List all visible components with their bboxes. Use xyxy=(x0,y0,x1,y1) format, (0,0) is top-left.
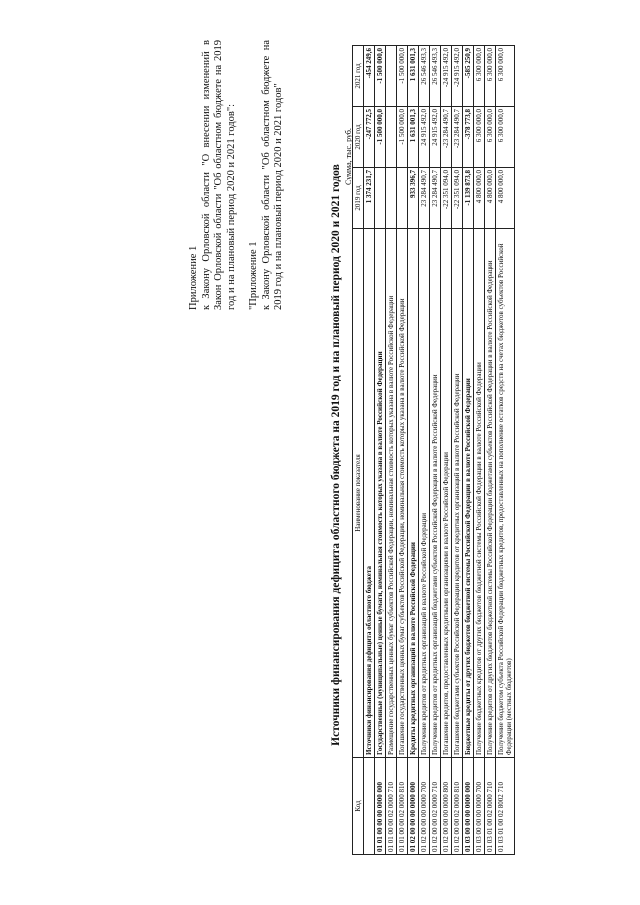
row-value-2020: 6 300 000,0 xyxy=(485,107,496,168)
row-value-2019: -1 139 873,8 xyxy=(463,168,474,229)
row-value-2019 xyxy=(386,168,397,229)
financing-table xyxy=(352,45,515,855)
row-value-2020: 6 300 000,0 xyxy=(496,107,515,168)
table-row xyxy=(364,46,375,855)
table-body xyxy=(364,46,515,855)
row-value-2020: 6 300 000,0 xyxy=(474,107,485,168)
row-value-2020 xyxy=(386,107,397,168)
row-value-2021: 26 546 493,3 xyxy=(430,46,441,107)
table-row xyxy=(441,46,452,855)
table-row xyxy=(485,46,496,855)
row-value-2020: -23 284 490,7 xyxy=(452,107,463,168)
appendix-law-reference: к Закону Орловской области "О внесении изменений в Закон Орловской области "Об областном бюджете на 2019 год и на плановый период 2020 и 2021 годов": xyxy=(200,40,237,310)
row-value-2019: 23 284 490,7 xyxy=(430,168,441,229)
row-code: 01 02 00 00 00 0000 000 xyxy=(408,758,419,855)
column-header-2021: 2021 год xyxy=(353,46,364,107)
row-value-2020: 24 915 492,0 xyxy=(430,107,441,168)
row-value-2021 xyxy=(386,46,397,107)
row-name: Получение бюджетных кредитов от других бюджетов бюджетной системы Российской Федерации в валюте Российской Федерации xyxy=(474,229,485,758)
table-row xyxy=(496,46,515,855)
table-row xyxy=(408,46,419,855)
row-value-2019: 1 374 231,7 xyxy=(364,168,375,229)
row-value-2021: -1 500 000,0 xyxy=(375,46,386,107)
table-row xyxy=(430,46,441,855)
row-value-2020: -247 772,5 xyxy=(364,107,375,168)
row-code xyxy=(364,758,375,855)
row-value-2019: -22 351 094,0 xyxy=(452,168,463,229)
row-value-2020: -378 773,8 xyxy=(463,107,474,168)
row-code: 01 03 01 00 02 8002 710 xyxy=(496,758,515,855)
rotated-content xyxy=(180,35,600,875)
row-name: Получение кредитов от кредитных организаций в валюте Российской Федерации xyxy=(419,229,430,758)
row-value-2019: 4 800 000,0 xyxy=(496,168,515,229)
table-row xyxy=(375,46,386,855)
appendix-law-reference-quoted: к Закону Орловской области "Об областном бюджете на 2019 год и на плановый период 2020 и 2021 годов" xyxy=(260,40,284,310)
row-value-2021: -454 249,6 xyxy=(364,46,375,107)
row-code: 01 01 00 00 02 0000 810 xyxy=(397,758,408,855)
column-header-code: Код xyxy=(353,758,364,855)
table-row xyxy=(463,46,474,855)
row-value-2021: 1 631 001,3 xyxy=(408,46,419,107)
row-code: 01 03 00 00 00 0000 700 xyxy=(474,758,485,855)
row-value-2021: 26 546 493,3 xyxy=(419,46,430,107)
row-value-2019: -22 351 094,0 xyxy=(441,168,452,229)
row-value-2020: -1 500 000,0 xyxy=(375,107,386,168)
row-code: 01 01 00 00 02 0000 710 xyxy=(386,758,397,855)
row-code: 01 03 01 00 02 0000 710 xyxy=(485,758,496,855)
row-value-2019: 23 284 490,7 xyxy=(419,168,430,229)
column-header-2019: 2019 год xyxy=(353,168,364,229)
row-value-2021: -24 915 492,0 xyxy=(452,46,463,107)
table-row xyxy=(386,46,397,855)
row-value-2020: 1 631 001,3 xyxy=(408,107,419,168)
row-value-2019: 4 800 000,0 xyxy=(485,168,496,229)
table-row xyxy=(419,46,430,855)
row-value-2021: -1 500 000,0 xyxy=(397,46,408,107)
document-title: Источники финансирования дефицита областного бюджета на 2019 год и на плановый период 2020 и 2021 годов xyxy=(330,164,342,746)
row-name: Бюджетные кредиты от других бюджетов бюджетной системы Российской Федерации в валюте Российской Федерации xyxy=(463,229,474,758)
row-name: Получение кредитов от других бюджетов бюджетной системы Российской Федерации бюджетами субъектов Российской Федерации в валюте Российской Федерации xyxy=(485,229,496,758)
row-name: Получение кредитов от кредитных организаций бюджетами субъектов Российской Федерации в валюте Российской Федерации xyxy=(430,229,441,758)
row-code: 01 01 00 00 00 0000 000 xyxy=(375,758,386,855)
row-value-2019 xyxy=(375,168,386,229)
row-value-2020: -23 284 490,7 xyxy=(441,107,452,168)
row-code: 01 02 00 00 02 0000 710 xyxy=(430,758,441,855)
row-name: Получение бюджетом субъекта Российской Федерации бюджетных кредитов, предоставленных на пополнение остатков средств на счетах бюджетов субъектов Российской Федерации (местных бюджетов) xyxy=(496,229,515,758)
row-code: 01 02 00 00 00 0000 800 xyxy=(441,758,452,855)
table-row xyxy=(452,46,463,855)
row-code: 01 03 00 00 00 0000 000 xyxy=(463,758,474,855)
row-code: 01 02 00 00 02 0000 810 xyxy=(452,758,463,855)
row-name: Размещение государственных ценных бумаг субъектов Российской Федерации, номинальная стоимость которых указана в валюте Российской Федерации xyxy=(386,229,397,758)
appendix-header xyxy=(188,40,286,310)
row-name: Погашение государственных ценных бумаг субъектов Российской Федерации, номинальная стоимость которых указана в валюте Российской Федерации xyxy=(397,229,408,758)
appendix-label-quoted: "Приложение 1 xyxy=(248,241,259,310)
row-value-2019: 933 396,7 xyxy=(408,168,419,229)
unit-label: Сумма, тыс. руб. xyxy=(344,128,353,185)
row-value-2021: 6 300 000,0 xyxy=(496,46,515,107)
row-name: Погашение кредитов, предоставленных кредитными организациями в валюте Российской Федерации xyxy=(441,229,452,758)
row-value-2020: 24 915 492,0 xyxy=(419,107,430,168)
row-value-2020: -1 500 000,0 xyxy=(397,107,408,168)
row-code: 01 02 00 00 00 0000 700 xyxy=(419,758,430,855)
row-name: Государственные (муниципальные) ценные бумаги, номинальная стоимость которых указана в валюте Российской Федерации xyxy=(375,229,386,758)
row-value-2021: -585 250,9 xyxy=(463,46,474,107)
row-name: Погашение бюджетами субъектов Российской Федерации кредитов от кредитных организаций в валюте Российской Федерации xyxy=(452,229,463,758)
appendix-label: Приложение 1 xyxy=(188,245,199,310)
row-value-2019 xyxy=(397,168,408,229)
row-name: Источники финансирования дефицита областного бюджета xyxy=(364,229,375,758)
row-value-2021: -24 915 492,0 xyxy=(441,46,452,107)
column-header-2020: 2020 год xyxy=(353,107,364,168)
row-name: Кредиты кредитных организаций в валюте Российской Федерации xyxy=(408,229,419,758)
row-value-2021: 6 300 000,0 xyxy=(485,46,496,107)
column-header-name: Наименование показателя xyxy=(353,229,364,758)
row-value-2019: 4 800 000,0 xyxy=(474,168,485,229)
row-value-2021: 6 300 000,0 xyxy=(474,46,485,107)
table-row xyxy=(397,46,408,855)
table-row xyxy=(474,46,485,855)
